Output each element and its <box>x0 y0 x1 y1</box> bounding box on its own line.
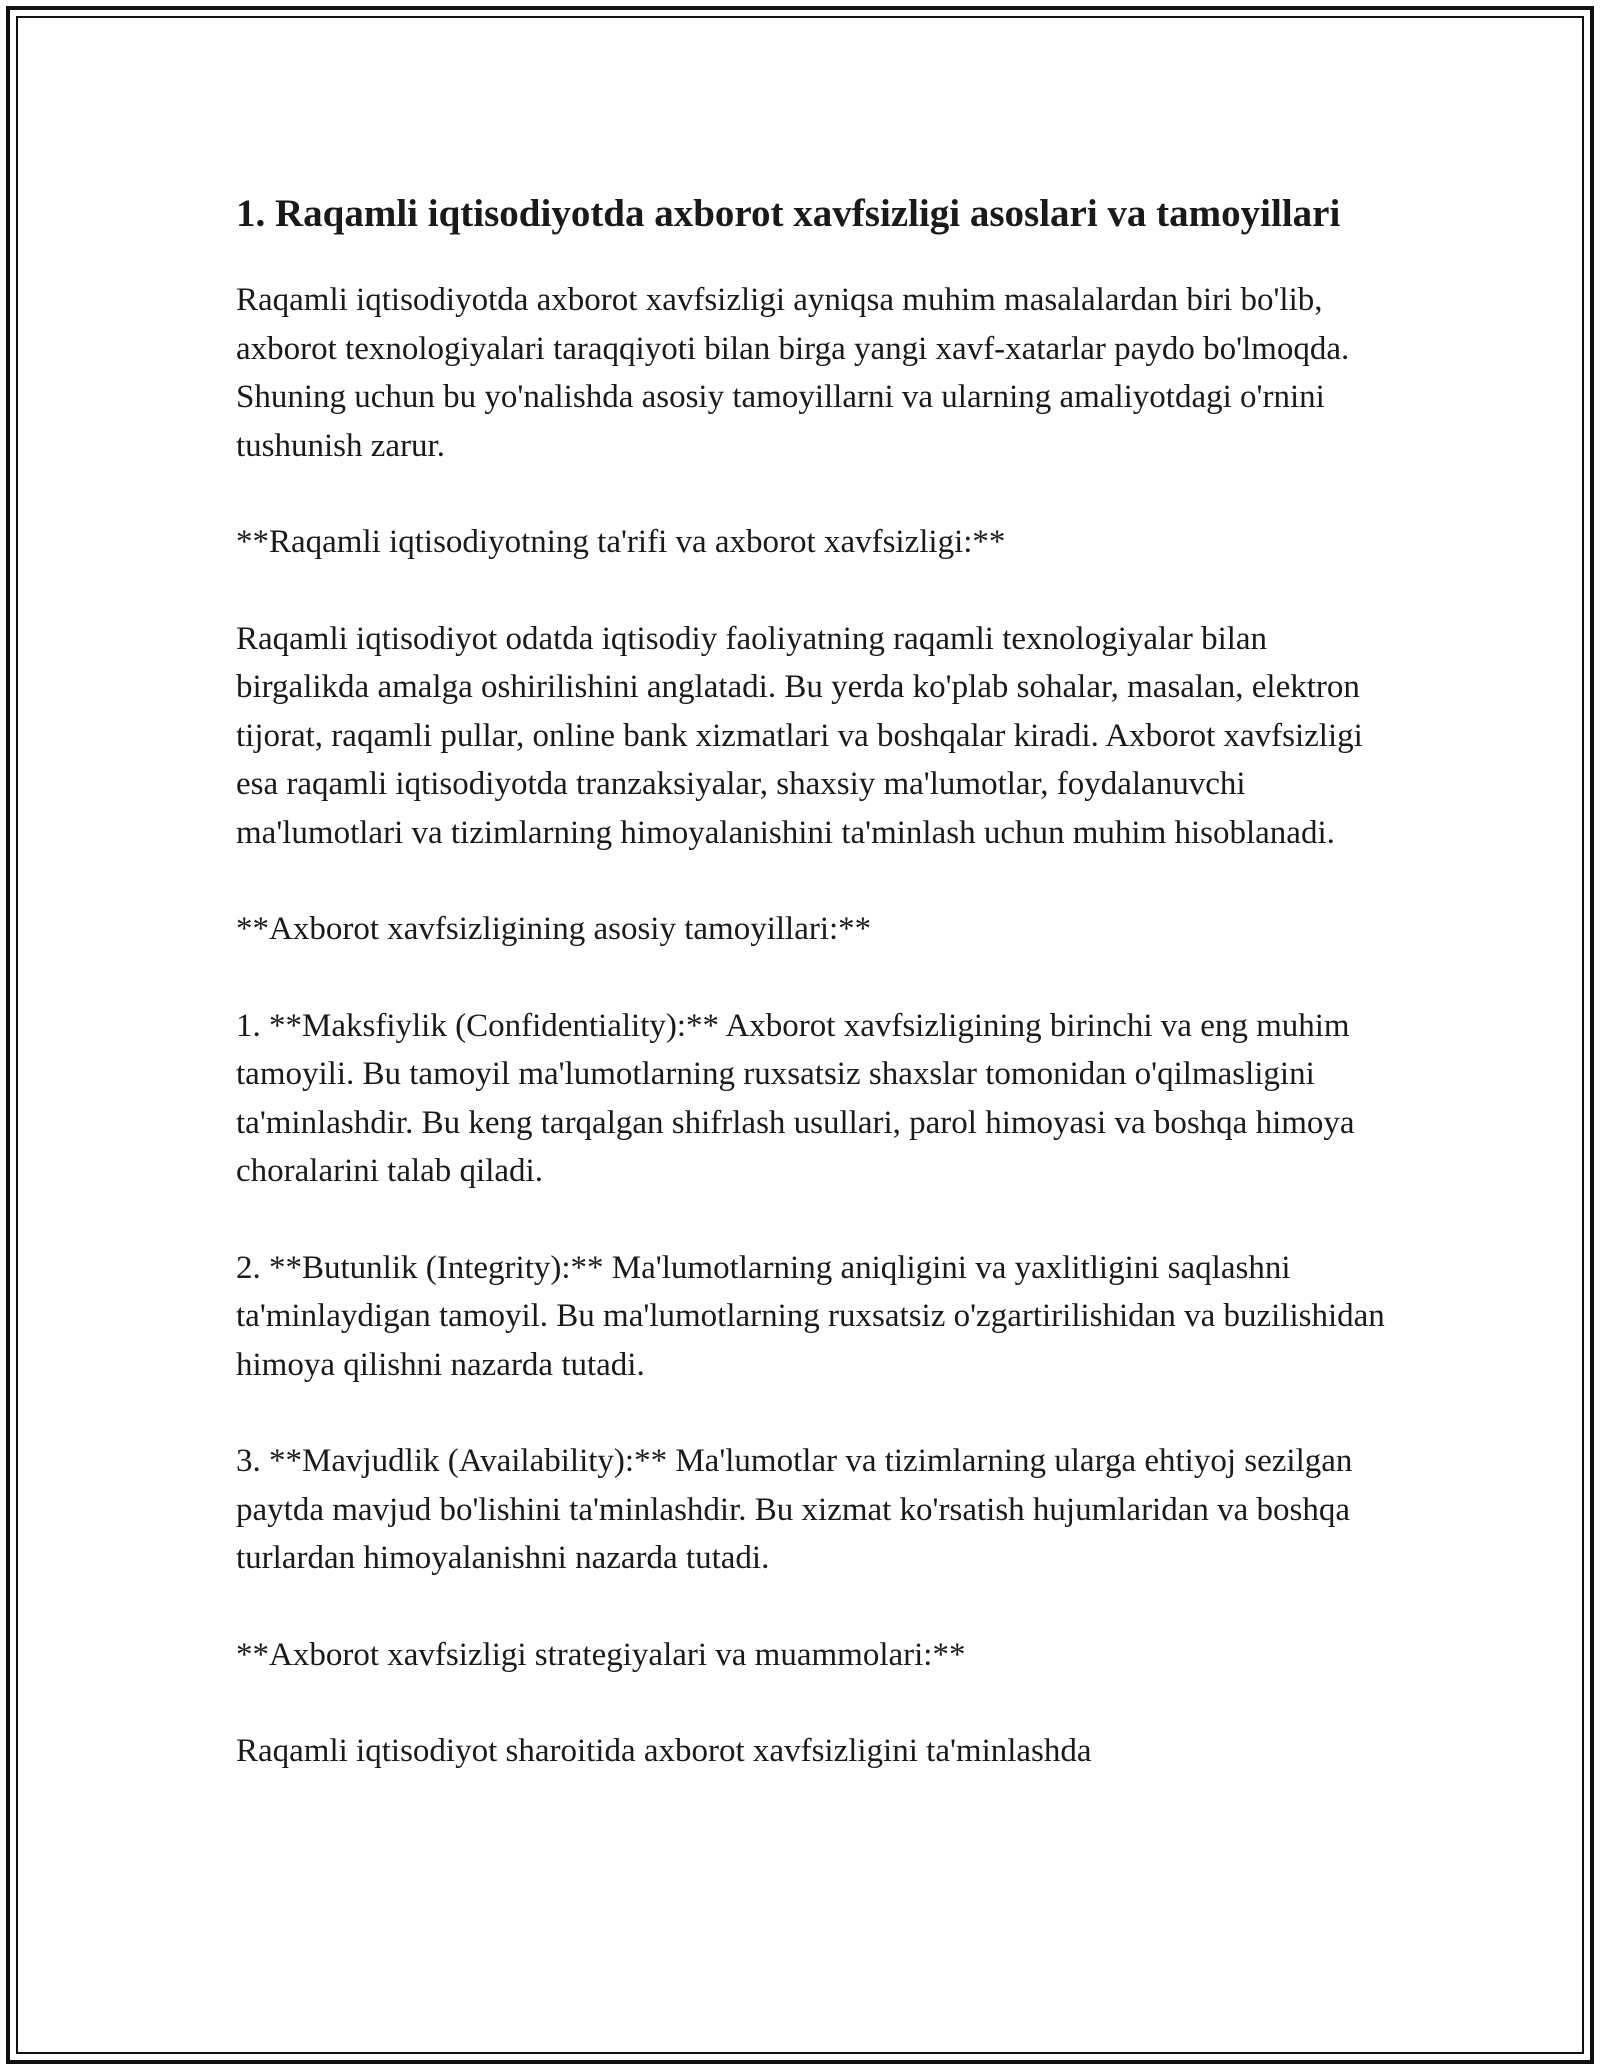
paragraph-principle-integrity: 2. **Butunlik (Integrity):** Ma'lumotlarning aniqligini va yaxlitligini saqlashni ta'minlaydigan tamoyil. Bu ma'lumotlarning ruxsatsiz o'zgartirilishidan va buzilishidan himoya qilishni nazarda tutadi. <box>236 1249 1385 1383</box>
paragraph-principle-availability: 3. **Mavjudlik (Availability):** Ma'lumotlar va tizimlarning ularga ehtiyoj sezilgan paytda mavjud bo'lishini ta'minlashdir. Bu xizmat ko'rsatish hujumlaridan va boshqa turlardan himoyalanishni nazarda tutadi. <box>236 1443 1353 1576</box>
paragraph-heading-principles: **Axborot xavfsizligining asosiy tamoyillari:** <box>236 911 872 947</box>
paragraph-definition: Raqamli iqtisodiyot odatda iqtisodiy faoliyatning raqamli texnologiyalar bilan birgalikda amalga oshirilishini anglatadi. Bu yerda ko'plab sohalar, masalan, elektron tijorat, raqamli pullar, online bank xizmatlari va boshqalar kiradi. Axborot xavfsizligi esa raqamli iqtisodiyotda tranzaksiyalar, shaxsiy ma'lumotlar, foydalanuvchi ma'lumotlari va tizimlarning himoyalanishini ta'minlash uchun muhim hisoblanadi. <box>236 620 1363 851</box>
paragraph-intro: Raqamli iqtisodiyotda axborot xavfsizligi ayniqsa muhim masalalardan biri bo'lib, axborot texnologiyalari taraqqiyoti bilan birga yangi xavf-xatarlar paydo bo'lmoqda. Shuning uchun bu yo'nalishda asosiy tamoyillarni va ularning amaliyotdagi o'rnini tushunish zarur. <box>236 282 1350 464</box>
paragraph-heading-definition: **Raqamli iqtisodiyotning ta'rifi va axborot xavfsizligi:** <box>236 524 1006 560</box>
paragraph-strategies: Raqamli iqtisodiyot sharoitida axborot xavfsizligini ta'minlashda <box>236 1733 1092 1769</box>
document-title: 1. Raqamli iqtisodiyotda axborot xavfsizligi asoslari va tamoyillari <box>236 192 1341 235</box>
paragraph-principle-confidentiality: 1. **Maksfiylik (Confidentiality):** Axborot xavfsizligining birinchi va eng muhim tamoyili. Bu tamoyil ma'lumotlarning ruxsatsiz shaxslar tomonidan o'qilmasligini ta'minlashdir. Bu keng tarqalgan shifrlash usullari, parol himoyasi va boshqa himoya choralarini talab qiladi. <box>236 1007 1355 1189</box>
document-body <box>236 186 1386 1824</box>
paragraph-heading-strategies: **Axborot xavfsizligi strategiyalari va muammolari:** <box>236 1636 966 1673</box>
